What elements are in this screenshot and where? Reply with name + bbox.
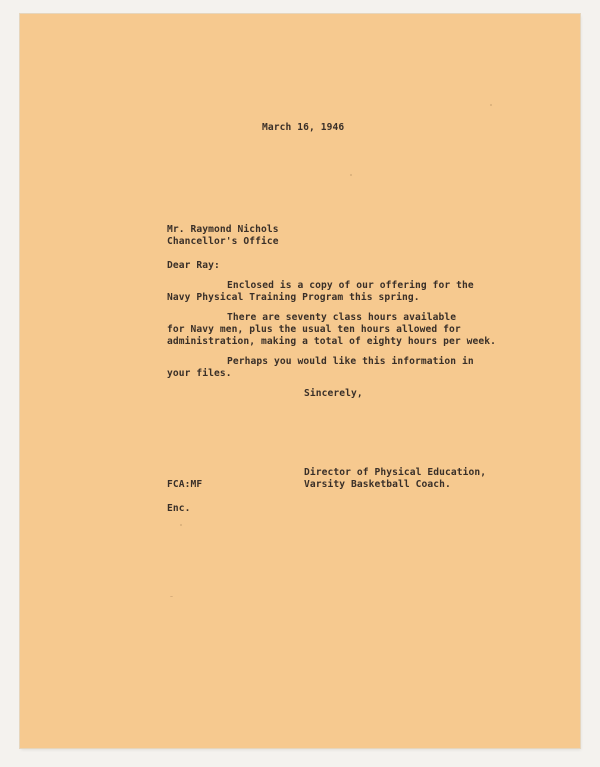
paragraph-1-line-1: Enclosed is a copy of our offering for the: [227, 280, 474, 291]
signature-title-line-1: Director of Physical Education,: [304, 467, 487, 478]
recipient-office: Chancellor's Office: [167, 236, 279, 247]
letter-page: [20, 14, 580, 748]
paragraph-2-line-1: There are seventy class hours available: [227, 312, 457, 323]
paragraph-1-line-2: Navy Physical Training Program this spring.: [167, 292, 420, 303]
letter-date: March 16, 1946: [262, 122, 345, 133]
paragraph-2-line-3: administration, making a total of eighty hours per week.: [167, 336, 497, 347]
salutation: Dear Ray:: [167, 260, 220, 271]
closing: Sincerely,: [304, 388, 363, 399]
paragraph-2-line-2: for Navy men, plus the usual ten hours allowed for: [167, 324, 461, 335]
signature-title-line-2: Varsity Basketball Coach.: [304, 479, 451, 490]
paragraph-3-line-1: Perhaps you would like this information in: [227, 356, 474, 367]
recipient-name: Mr. Raymond Nichols: [167, 224, 279, 235]
paper-speck: [490, 104, 492, 106]
paragraph-3-line-2: your files.: [167, 368, 232, 379]
paper-speck: [350, 174, 352, 176]
enclosure-note: Enc.: [167, 503, 191, 514]
paper-speck: [170, 596, 173, 597]
typist-initials: FCA:MF: [167, 479, 203, 490]
paper-speck: [180, 524, 182, 526]
